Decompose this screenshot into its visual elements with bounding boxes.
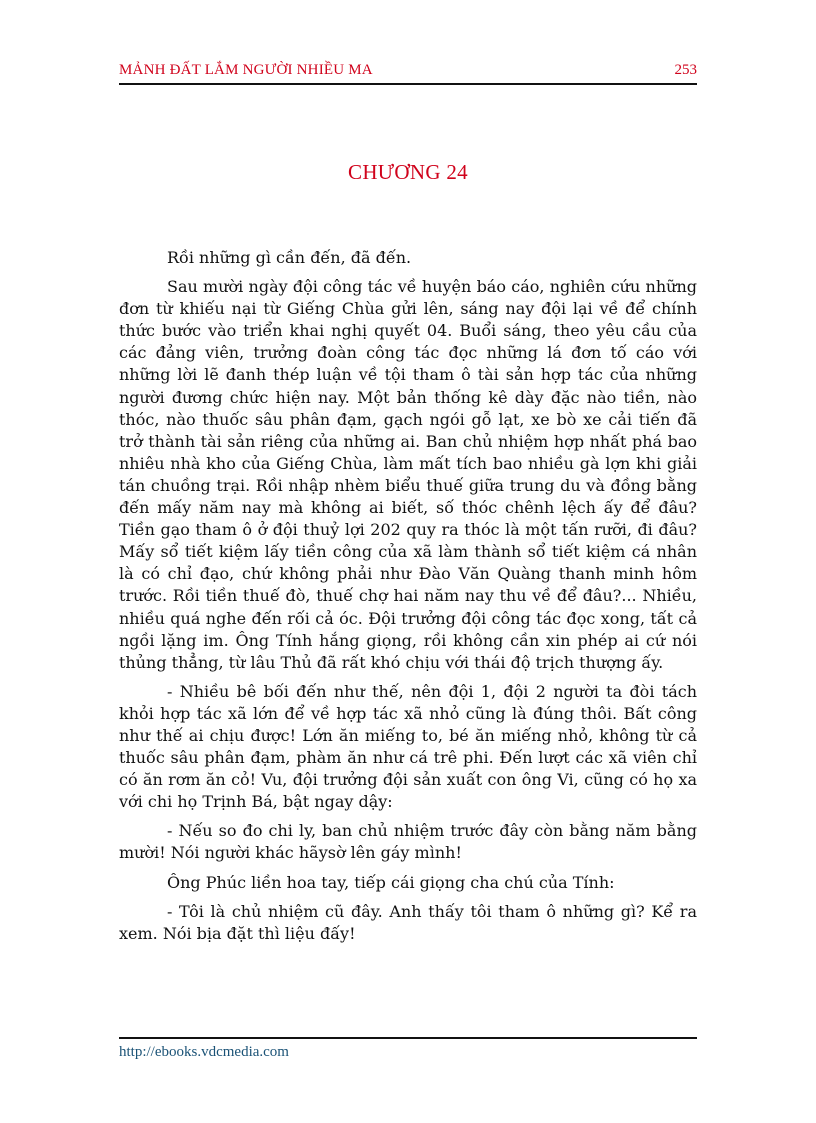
paragraph: - Nhiều bê bối đến như thế, nên đội 1, đội 2 người ta đòi tách khỏi hợp tác xã lớn để về hợp tác xã nhỏ cũng là đúng thôi. Bất công như thế ai chịu được! Lớn ăn miếng to, bé ăn miếng nhỏ, không từ cả thuốc sâu phân đạm, phàm ăn như cá trê phi. Đến lượt các xã viên chỉ có ăn rơm ăn cỏ! Vu, đội trưởng đội sản xuất con ông Vi, cũng có họ xa với chi họ Trịnh Bá, bật ngay dậy: [119,681,697,812]
paragraph: - Nếu so đo chi ly, ban chủ nhiệm trước đây còn bằng năm bằng mười! Nói người khác hãysờ lên gáy mình! [119,821,697,863]
header-rule [119,83,697,85]
paragraph: Ông Phúc liền hoa tay, tiếp cái giọng cha chú của Tính: [167,872,615,892]
paragraph: - Tôi là chủ nhiệm cũ đây. Anh thấy tôi tham ô những gì? Kể ra xem. Nói bịa đặt thì liệu đấy! [119,901,697,943]
footer-link[interactable]: http://ebooks.vdcmedia.com [119,1044,289,1060]
book-title: MẢNH ĐẤT LẮM NGƯỜI NHIỀU MA [119,62,373,78]
running-header [119,62,697,84]
paragraph: Sau mười ngày đội công tác về huyện báo cáo, nghiên cứu những đơn từ khiếu nại từ Giếng Chùa gửi lên, sáng nay đội lại về để chính thức bước vào triển khai nghị quyết 04. Buổi sáng, theo yêu cầu của các đảng viên, trưởng đoàn công tác đọc những lá đơn tố cáo với những lời lẽ đanh thép luận về tội tham ô tài sản hợp tác của những người đương chức hiện nay. Một bản thống kê dày đặc nào tiền, nào thóc, nào thuốc sâu phân đạm, gạch ngói gỗ lạt, xe bò xe cải tiến đã trở thành tài sản riêng của những ai. Ban chủ nhiệm hợp nhất phá bao nhiêu nhà kho của Giếng Chùa, làm mất tích bao nhiều gà lợn khi giải tán chuồng trại. Rồi nhập nhèm biểu thuế giữa trung du và đồng bằng đến mấy năm nay mà không ai biết, số thóc chênh lệch ấy để đâu? Tiền gạo tham ô ở đội thuỷ lợi 202 quy ra thóc là một tấn rưỡi, đi đâu? Mấy sổ tiết kiệm lấy tiền công của xã làm thành sổ tiết kiệm cá nhân là có chỉ đạo, chứ không phải như Đào Văn Quàng thanh minh hôm trước. Rồi tiền thuế đò, thuế chợ hai năm nay thu về để đâu?... Nhiều, nhiều quá nghe đến rối cả óc. Đội trưởng đội công tác đọc xong, tất cả ngồi lặng im. Ông Tính hắng giọng, rồi không cần xin phép ai cứ nói thủng thẳng, từ lâu Thủ đã rất khó chịu với thái độ trịch thượng ấy. [119,277,697,672]
footer-rule [119,1037,697,1039]
page-number: 253 [674,62,697,78]
chapter-title: CHƯƠNG 24 [348,160,468,184]
paragraph: Rồi những gì cần đến, đã đến. [167,248,412,267]
body-text [119,247,697,952]
